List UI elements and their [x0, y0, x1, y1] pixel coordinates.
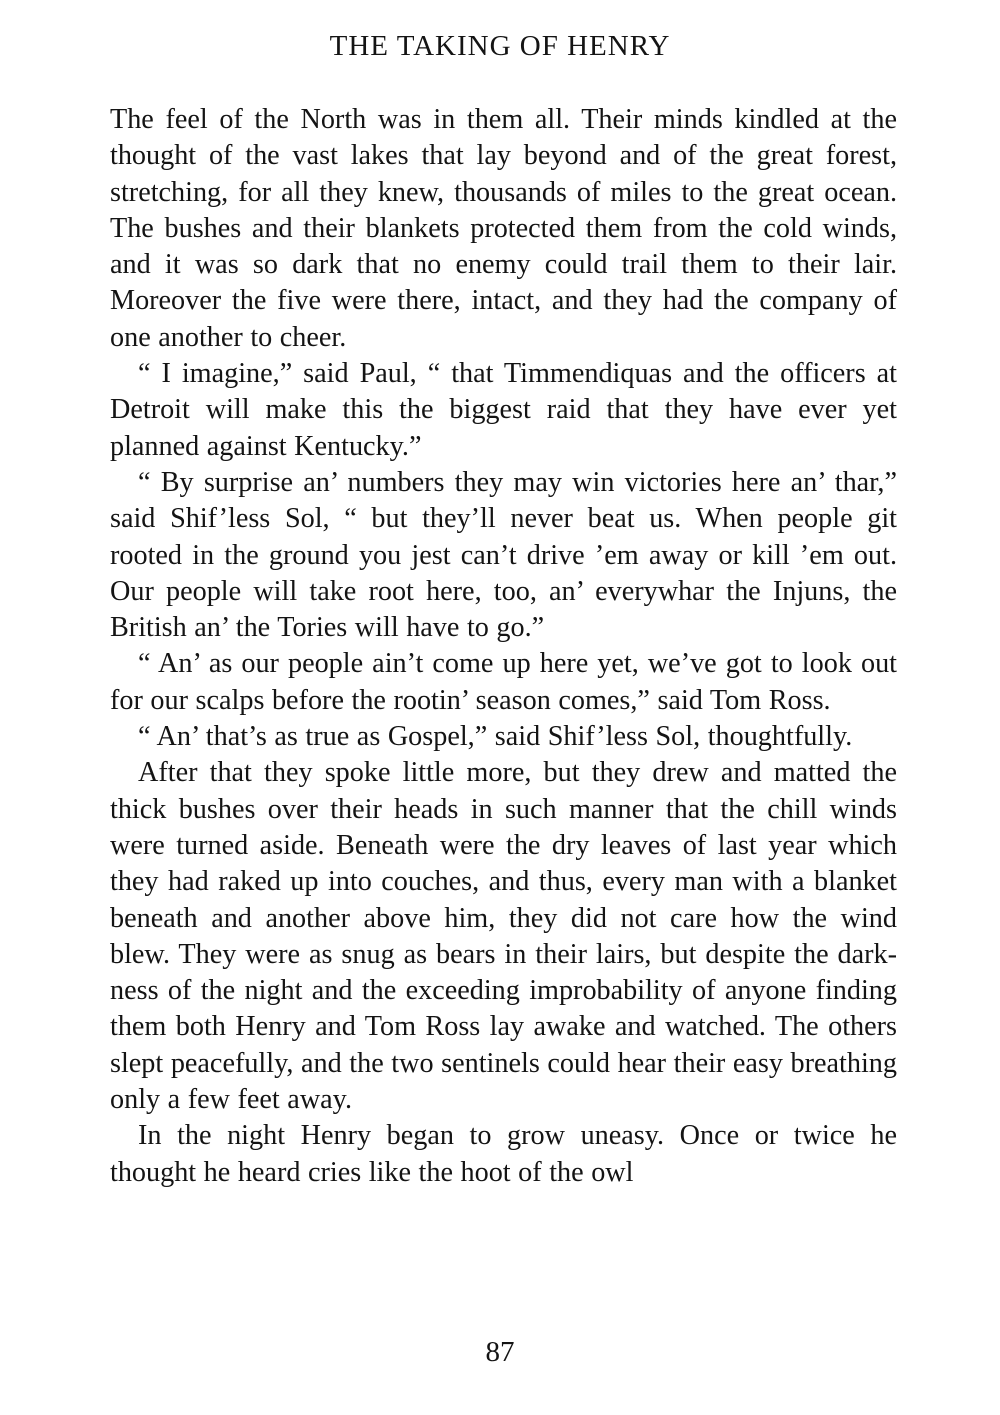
paragraph: “ An’ that’s as true as Gospel,” said Shif’less Sol, thoughtfully. [138, 721, 853, 753]
paragraph: After that they spoke little more, but they drew and matted the thick bushes over their heads in such manner that the chill winds were turned aside. Beneath were the dry leaves of last year which they had raked up into couches, and thus, every man with a blanket beneath and another above him, they did not care how the wind blew. They were as snug as bears in their lairs, but despite the darkness of the night and the exceeding improbability of anyone finding them both Henry and Tom Ross lay awake and watched. The others slept peacefully, and the two sentinels could hear their easy breathing only a few feet away. [110, 757, 897, 1116]
paragraph: “ By surprise an’ numbers they may win victories here an’ thar,” said Shif’less Sol, “ but they’ll never beat us. When people git rooted in the ground you jest can’t drive ’em away or kill ’em out. Our people will take root here, too, an’ everywhar the Injuns, the British an’ the Tories will have to go.” [110, 466, 897, 644]
paragraph: The feel of the North was in them all. Their minds kindled at the thought of the vast lakes that lay beyond and of the great forest, stretching, for all they knew, thousands of miles to the great ocean. The bushes and their blankets protected them from the cold winds, and it was so dark that no enemy could trail them to their lair. Moreover the five were there, intact, and they had the company of one another to cheer. [110, 104, 897, 353]
paragraph: “ An’ as our people ain’t come up here yet, we’ve got to look out for our scalps before the rootin’ season comes,” said Tom Ross. [110, 648, 897, 716]
running-head: THE TAKING OF HENRY [329, 30, 671, 62]
page-number: 87 [485, 1336, 515, 1368]
paragraph: In the night Henry began to grow uneasy. Once or twice he thought he heard cries like the hoot of the owl [110, 1120, 897, 1188]
paragraph: “ I imagine,” said Paul, “ that Timmendiquas and the officers at Detroit will make this the biggest raid that they have ever yet planned against Kentucky.” [110, 358, 897, 462]
body-text [110, 102, 897, 1191]
